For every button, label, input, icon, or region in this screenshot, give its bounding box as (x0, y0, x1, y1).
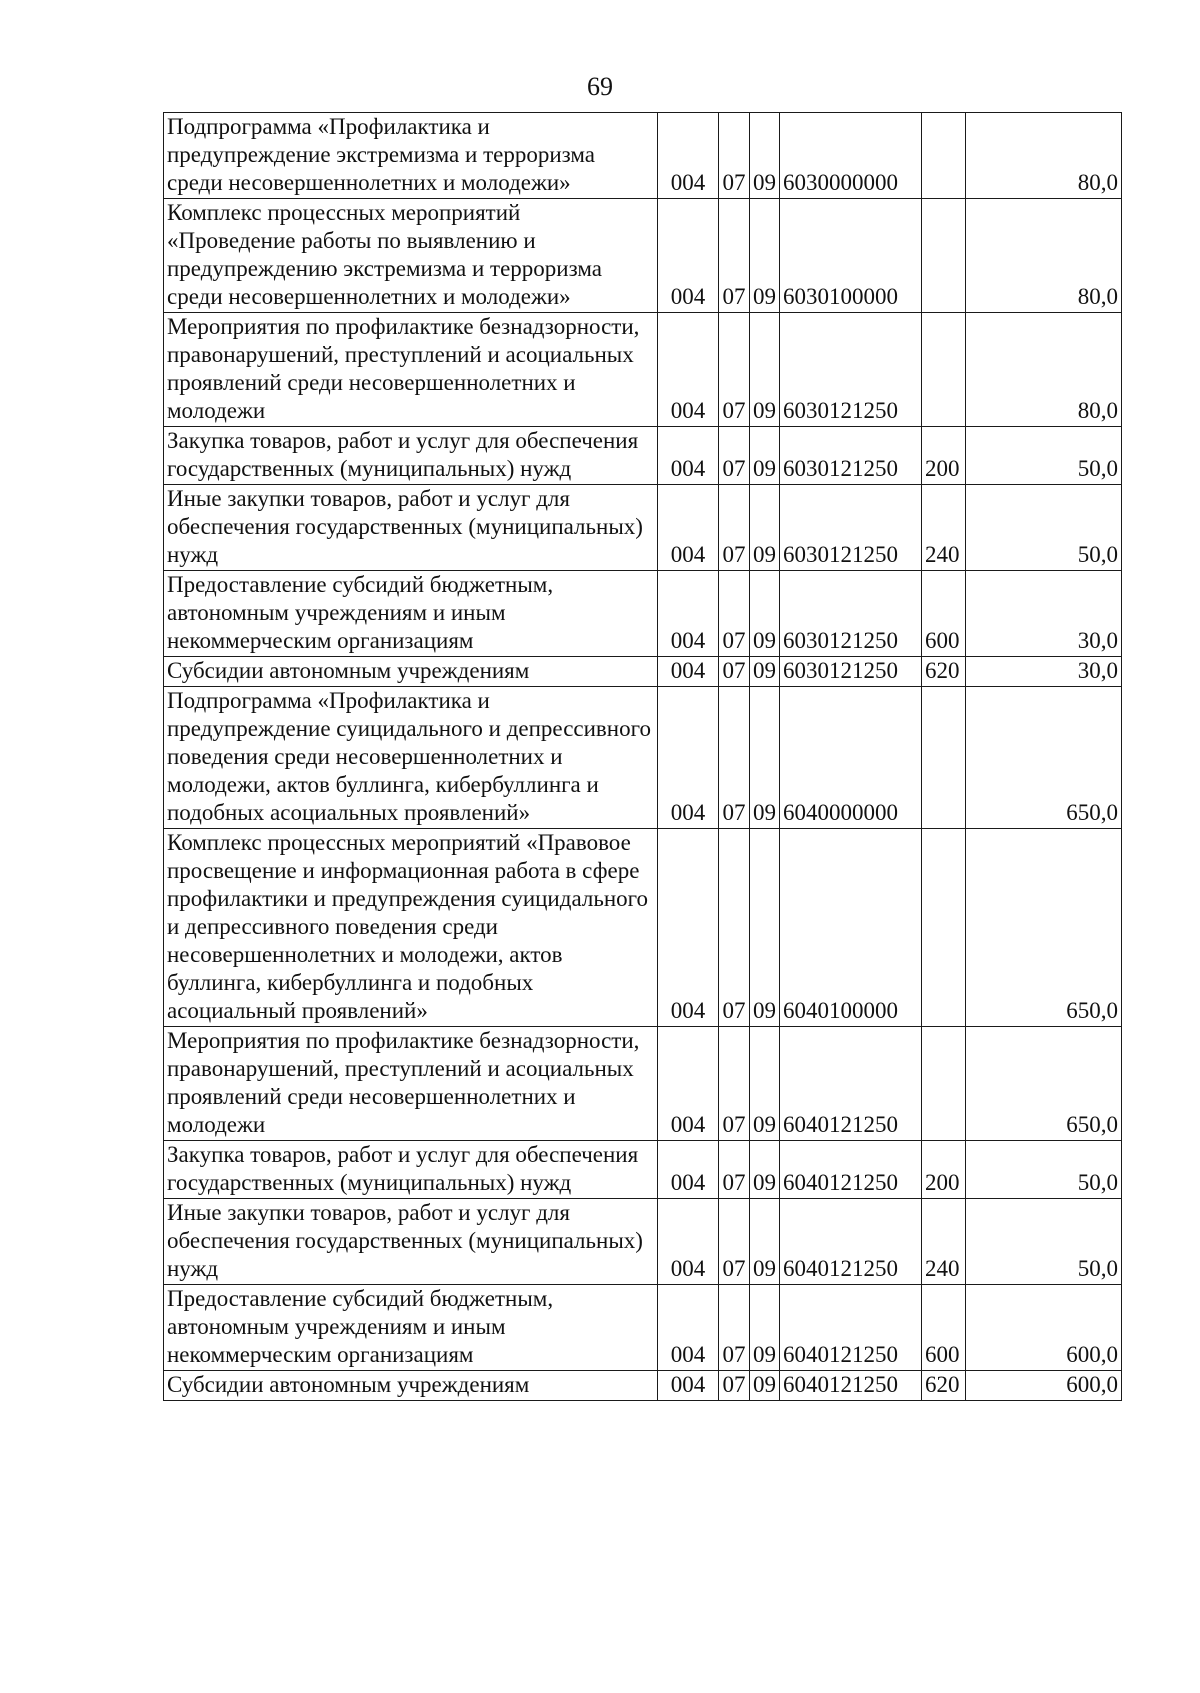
subsection-code: 09 (750, 313, 780, 427)
row-name: Иные закупки товаров, работ и услуг для обеспечения государственных (муниципальных) нужд (164, 485, 658, 571)
section-code: 07 (719, 113, 750, 199)
expense-type-code (922, 829, 966, 1027)
target-article-code: 6030121250 (780, 571, 922, 657)
ministry-code: 004 (658, 199, 719, 313)
table-row (164, 1371, 1122, 1401)
target-article-code: 6030000000 (780, 113, 922, 199)
expense-type-code: 620 (922, 1371, 966, 1401)
ministry-code: 004 (658, 829, 719, 1027)
subsection-code: 09 (750, 1371, 780, 1401)
table-row (164, 1199, 1122, 1285)
target-article-code: 6030121250 (780, 427, 922, 485)
row-name: Субсидии автономным учреждениям (164, 1371, 658, 1401)
ministry-code: 004 (658, 687, 719, 829)
amount: 80,0 (966, 199, 1122, 313)
table-row (164, 427, 1122, 485)
target-article-code: 6040121250 (780, 1141, 922, 1199)
row-name: Комплекс процессных мероприятий «Правовое просвещение и информационная работа в сфере профилактики и предупреждения суицидального и депрессивного поведения среди несовершеннолетних и молодежи, актов буллинга, кибербуллинга и подобных асоциальный проявлений» (164, 829, 658, 1027)
table-row (164, 1141, 1122, 1199)
page-number: 69 (587, 72, 613, 101)
ministry-code: 004 (658, 427, 719, 485)
row-name: Предоставление субсидий бюджетным, автономным учреждениям и иным некоммерческим организациям (164, 1285, 658, 1371)
ministry-code: 004 (658, 1199, 719, 1285)
section-code: 07 (719, 829, 750, 1027)
target-article-code: 6040000000 (780, 687, 922, 829)
table-row (164, 657, 1122, 687)
table-row (164, 485, 1122, 571)
section-code: 07 (719, 1285, 750, 1371)
section-code: 07 (719, 1027, 750, 1141)
row-name: Подпрограмма «Профилактика и предупреждение экстремизма и терроризма среди несовершеннолетних и молодежи» (164, 113, 658, 199)
table-row (164, 199, 1122, 313)
amount: 50,0 (966, 1141, 1122, 1199)
target-article-code: 6030121250 (780, 485, 922, 571)
row-name: Предоставление субсидий бюджетным, автономным учреждениям и иным некоммерческим организациям (164, 571, 658, 657)
target-article-code: 6030100000 (780, 199, 922, 313)
target-article-code: 6040100000 (780, 829, 922, 1027)
table-row (164, 313, 1122, 427)
subsection-code: 09 (750, 687, 780, 829)
section-code: 07 (719, 1141, 750, 1199)
table-row (164, 571, 1122, 657)
amount: 80,0 (966, 313, 1122, 427)
section-code: 07 (719, 313, 750, 427)
expense-type-code: 240 (922, 485, 966, 571)
amount: 600,0 (966, 1371, 1122, 1401)
ministry-code: 004 (658, 1027, 719, 1141)
target-article-code: 6040121250 (780, 1199, 922, 1285)
expense-type-code (922, 113, 966, 199)
section-code: 07 (719, 571, 750, 657)
section-code: 07 (719, 657, 750, 687)
row-name: Мероприятия по профилактике безнадзорности, правонарушений, преступлений и асоциальных проявлений среди несовершеннолетних и молодежи (164, 1027, 658, 1141)
amount: 650,0 (966, 829, 1122, 1027)
row-name: Мероприятия по профилактике безнадзорности, правонарушений, преступлений и асоциальных проявлений среди несовершеннолетних и молодежи (164, 313, 658, 427)
expense-type-code: 600 (922, 1285, 966, 1371)
subsection-code: 09 (750, 427, 780, 485)
subsection-code: 09 (750, 657, 780, 687)
row-name: Комплекс процессных мероприятий «Проведение работы по выявлению и предупреждению экстремизма и терроризма среди несовершеннолетних и молодежи» (164, 199, 658, 313)
target-article-code: 6040121250 (780, 1027, 922, 1141)
amount: 50,0 (966, 427, 1122, 485)
section-code: 07 (719, 687, 750, 829)
subsection-code: 09 (750, 1285, 780, 1371)
ministry-code: 004 (658, 113, 719, 199)
target-article-code: 6040121250 (780, 1285, 922, 1371)
section-code: 07 (719, 1199, 750, 1285)
expense-type-code (922, 1027, 966, 1141)
expense-type-code (922, 199, 966, 313)
amount: 80,0 (966, 113, 1122, 199)
amount: 30,0 (966, 657, 1122, 687)
target-article-code: 6030121250 (780, 313, 922, 427)
row-name: Закупка товаров, работ и услуг для обеспечения государственных (муниципальных) нужд (164, 427, 658, 485)
subsection-code: 09 (750, 485, 780, 571)
section-code: 07 (719, 427, 750, 485)
ministry-code: 004 (658, 485, 719, 571)
subsection-code: 09 (750, 1027, 780, 1141)
expense-type-code (922, 313, 966, 427)
ministry-code: 004 (658, 313, 719, 427)
subsection-code: 09 (750, 571, 780, 657)
section-code: 07 (719, 485, 750, 571)
amount: 50,0 (966, 485, 1122, 571)
budget-table (163, 112, 1122, 1401)
amount: 600,0 (966, 1285, 1122, 1371)
table-row (164, 829, 1122, 1027)
row-name: Субсидии автономным учреждениям (164, 657, 658, 687)
amount: 30,0 (966, 571, 1122, 657)
ministry-code: 004 (658, 571, 719, 657)
ministry-code: 004 (658, 1371, 719, 1401)
subsection-code: 09 (750, 829, 780, 1027)
row-name: Иные закупки товаров, работ и услуг для обеспечения государственных (муниципальных) нужд (164, 1199, 658, 1285)
expense-type-code (922, 687, 966, 829)
amount: 50,0 (966, 1199, 1122, 1285)
target-article-code: 6040121250 (780, 1371, 922, 1401)
expense-type-code: 200 (922, 427, 966, 485)
table-row (164, 1285, 1122, 1371)
expense-type-code: 600 (922, 571, 966, 657)
expense-type-code: 620 (922, 657, 966, 687)
ministry-code: 004 (658, 1141, 719, 1199)
subsection-code: 09 (750, 1199, 780, 1285)
table-row (164, 113, 1122, 199)
subsection-code: 09 (750, 113, 780, 199)
subsection-code: 09 (750, 199, 780, 313)
section-code: 07 (719, 1371, 750, 1401)
target-article-code: 6030121250 (780, 657, 922, 687)
expense-type-code: 240 (922, 1199, 966, 1285)
amount: 650,0 (966, 687, 1122, 829)
ministry-code: 004 (658, 657, 719, 687)
amount: 650,0 (966, 1027, 1122, 1141)
row-name: Закупка товаров, работ и услуг для обеспечения государственных (муниципальных) нужд (164, 1141, 658, 1199)
section-code: 07 (719, 199, 750, 313)
row-name: Подпрограмма «Профилактика и предупреждение суицидального и депрессивного поведения среди несовершеннолетних и молодежи, актов буллинга, кибербуллинга и подобных асоциальных проявлений» (164, 687, 658, 829)
table-row (164, 1027, 1122, 1141)
subsection-code: 09 (750, 1141, 780, 1199)
ministry-code: 004 (658, 1285, 719, 1371)
expense-type-code: 200 (922, 1141, 966, 1199)
table-row (164, 687, 1122, 829)
